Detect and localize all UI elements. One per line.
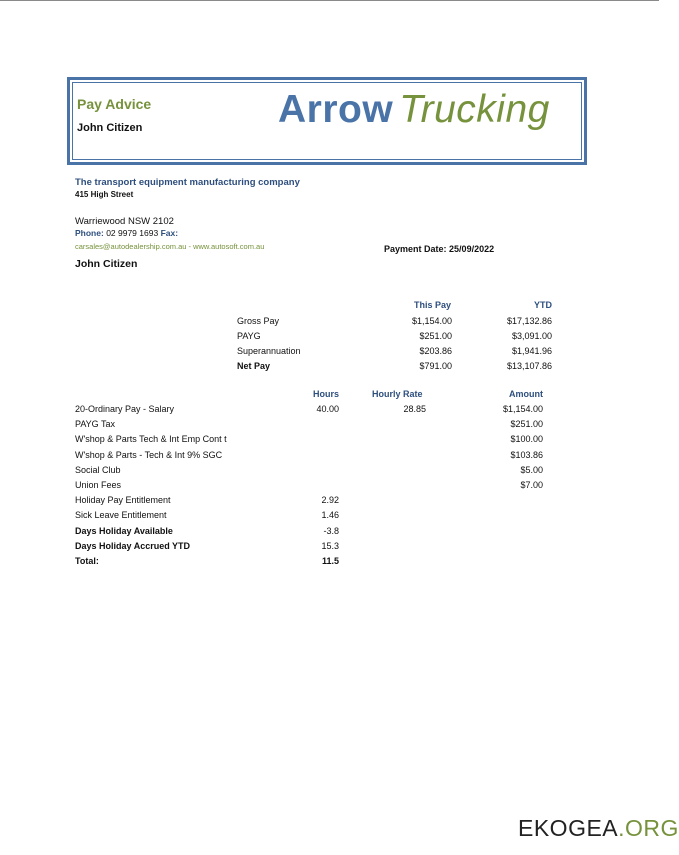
detail-label: 20-Ordinary Pay - Salary (75, 404, 175, 414)
header-employee-name: John Citizen (77, 122, 143, 134)
summary-label: Superannuation (237, 346, 301, 356)
company-city: Warriewood NSW 2102 (75, 216, 174, 227)
detail-hours: 15.3 (321, 541, 339, 551)
detail-hours: 2.92 (321, 495, 339, 505)
watermark-suffix: .ORG (618, 815, 679, 841)
detail-amount: $7.00 (520, 480, 543, 490)
payment-date-value: 25/09/2022 (449, 244, 495, 254)
detail-label-total: Total: (75, 556, 99, 566)
summary-label-net-pay: Net Pay (237, 361, 271, 371)
payment-date (384, 244, 494, 254)
summary-ytd: $3,091.00 (511, 331, 552, 341)
summary-label: PAYG (237, 331, 261, 341)
details-header-hourly-rate: Hourly Rate (372, 389, 423, 399)
summary-label: Gross Pay (237, 316, 280, 326)
detail-label: Social Club (75, 465, 121, 475)
fax-label: Fax: (160, 228, 179, 238)
details-header-amount: Amount (509, 389, 543, 399)
phone-label: Phone: (75, 228, 104, 238)
detail-rate: 28.85 (403, 404, 426, 414)
summary-ytd: $17,132.86 (506, 316, 552, 326)
detail-amount: $5.00 (520, 465, 543, 475)
company-phone-line (75, 228, 178, 238)
recipient-name: John Citizen (75, 258, 138, 270)
company-name: The transport equipment manufacturing company (75, 177, 300, 188)
detail-label: Union Fees (75, 480, 122, 490)
detail-hours: -3.8 (323, 526, 339, 536)
detail-label: Holiday Pay Entitlement (75, 495, 171, 505)
logo-word-trucking: Trucking (399, 88, 550, 131)
summary-ytd: $1,941.96 (511, 346, 552, 356)
details-header-hours: Hours (312, 389, 339, 399)
detail-label: PAYG Tax (75, 419, 116, 429)
detail-label-days-available: Days Holiday Available (75, 526, 173, 536)
watermark (518, 815, 679, 842)
summary-ytd: $13,107.86 (506, 361, 552, 371)
detail-label-days-accrued: Days Holiday Accrued YTD (75, 541, 191, 551)
detail-total-hours: 11.5 (321, 556, 339, 566)
watermark-main: EKOGEA (518, 815, 619, 841)
detail-hours: 40.00 (316, 404, 339, 414)
summary-this-pay: $203.86 (419, 346, 452, 356)
company-logo (278, 88, 550, 132)
summary-this-pay: $791.00 (419, 361, 452, 371)
pay-advice-header (67, 77, 587, 165)
detail-label: W'shop & Parts - Tech & Int 9% SGC (75, 450, 223, 460)
summary-header-ytd: YTD (534, 300, 552, 310)
summary-this-pay: $251.00 (419, 331, 452, 341)
detail-label: Sick Leave Entitlement (75, 510, 167, 520)
phone-number: 02 9979 1693 (106, 228, 159, 238)
company-email-website: carsales@autodealership.com.au - www.autosoft.com.au (75, 242, 265, 251)
detail-amount: $103.86 (510, 450, 543, 460)
summary-this-pay: $1,154.00 (411, 316, 452, 326)
summary-header-this-pay: This Pay (414, 300, 452, 310)
logo-word-arrow: Arrow (278, 88, 394, 131)
document-title: Pay Advice (77, 96, 152, 112)
detail-label: W'shop & Parts Tech & Int Emp Cont t (75, 434, 227, 444)
payment-date-label: Payment Date: (384, 244, 447, 254)
detail-amount: $1,154.00 (502, 404, 543, 414)
company-street: 415 High Street (75, 190, 134, 199)
detail-amount: $100.00 (510, 434, 543, 444)
detail-hours: 1.46 (321, 510, 339, 520)
top-rule (0, 0, 659, 1)
detail-amount: $251.00 (510, 419, 543, 429)
